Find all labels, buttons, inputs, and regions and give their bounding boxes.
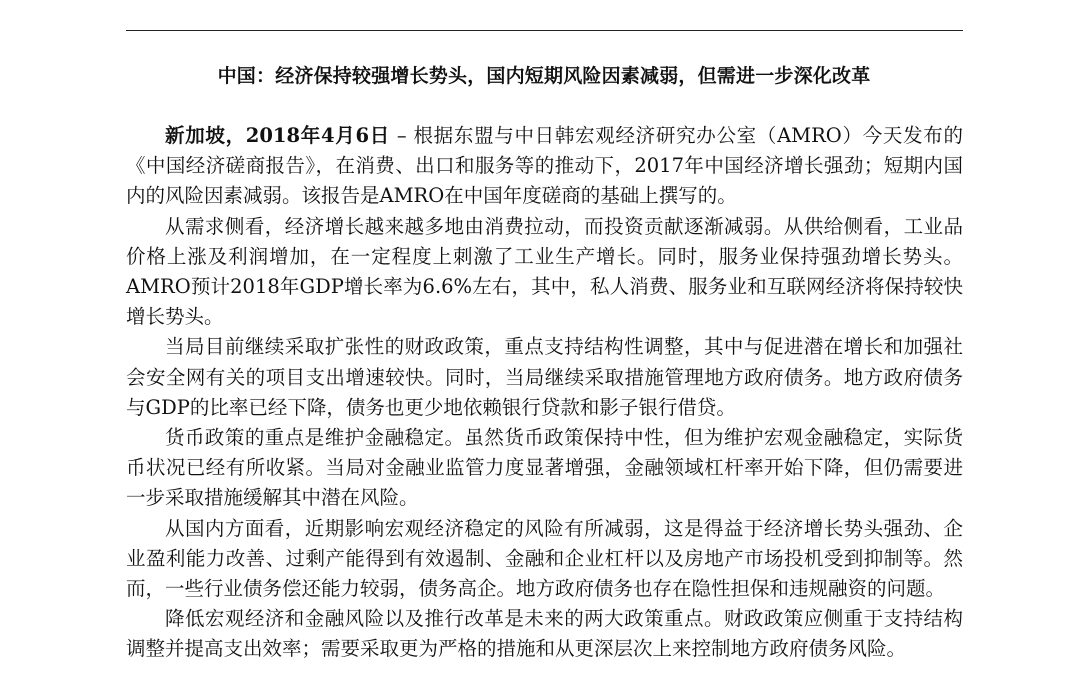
paragraph-6: 降低宏观经济和金融风险以及推行改革是未来的两大政策重点。财政政策应侧重于支持结构调整并提高支出效率；需要采取更为严格的措施和从更深层次上来控制地方政府债务风险。 [126, 607, 963, 661]
document-body [126, 121, 963, 665]
paragraph-3: 当局目前继续采取扩张性的财政政策，重点支持结构性调整，其中与促进潜在增长和加强社会安全网有关的项目支出增速较快。同时，当局继续采取措施管理地方政府债务。地方政府债务与GDP的比率已经下降，债务也更少地依赖银行贷款和影子银行借贷。 [126, 335, 963, 419]
paragraph-1-text: – 根据东盟与中日韩宏观经济研究办公室（AMRO）今天发布的《中国经济磋商报告》，在消费、出口和服务等的推动下，2017年中国经济增长强劲；短期内国内的风险因素减弱。该报告是AMRO在中国年度磋商的基础上撰写的。 [126, 124, 963, 208]
top-divider [126, 30, 963, 31]
dateline: 新加坡，2018年4月6日 [165, 124, 390, 147]
paragraph-2: 从需求侧看，经济增长越来越多地由消费拉动，而投资贡献逐渐减弱。从供给侧看，工业品价格上涨及利润增加，在一定程度上刺激了工业生产增长。同时，服务业保持强劲增长势头。AMRO预计2018年GDP增长率为6.6%左右，其中，私人消费、服务业和互联网经济将保持较快增长势头。 [126, 214, 963, 329]
document-title: 中国：经济保持较强增长势头，国内短期风险因素减弱，但需进一步深化改革 [217, 65, 871, 87]
paragraph-1 [126, 121, 963, 212]
paragraph-4: 货币政策的重点是维护金融稳定。虽然货币政策保持中性，但为维护宏观金融稳定，实际货币状况已经有所收紧。当局对金融业监管力度显著增强，金融领域杠杆率开始下降，但仍需要进一步采取措施缓解其中潜在风险。 [126, 426, 963, 510]
paragraph-5: 从国内方面看，近期影响宏观经济稳定的风险有所减弱，这是得益于经济增长势头强劲、企业盈利能力改善、过剩产能得到有效遏制、金融和企业杠杆以及房地产市场投机受到抑制等。然而，一些行业债务偿还能力较弱，债务高企。地方政府债务也存在隐性担保和违规融资的问题。 [126, 516, 963, 601]
